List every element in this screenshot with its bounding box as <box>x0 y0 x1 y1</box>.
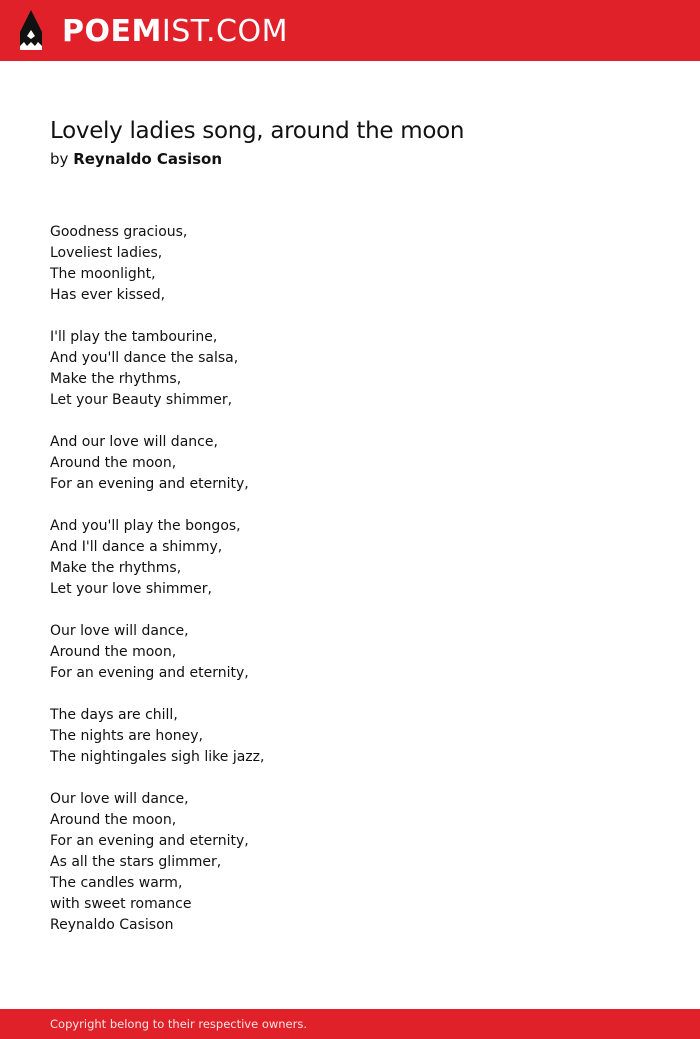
stanza-gap <box>50 306 650 327</box>
poem-line: with sweet romance <box>50 896 192 912</box>
poem-line: The nights are honey, <box>50 728 203 744</box>
footer-bar <box>0 1009 700 1039</box>
poem-line: Our love will dance, <box>50 623 189 639</box>
poem-line: The candles warm, <box>50 875 183 891</box>
stanza-gap <box>50 495 650 516</box>
poem-line: Our love will dance, <box>50 791 189 807</box>
poem-line: Reynaldo Casison <box>50 917 174 933</box>
poem-line: And you'll dance the salsa, <box>50 350 239 366</box>
poem-line: Make the rhythms, <box>50 560 182 576</box>
poem-line: Around the moon, <box>50 812 177 828</box>
poem-line: As all the stars glimmer, <box>50 854 222 870</box>
stanza-gap <box>50 600 650 621</box>
by-label: by <box>50 150 69 168</box>
pencil-tip-icon <box>18 10 44 52</box>
poem-line: Let your love shimmer, <box>50 581 212 597</box>
poem-line: The moonlight, <box>50 266 156 282</box>
stanza-gap <box>50 684 650 705</box>
poem-line: Loveliest ladies, <box>50 245 163 261</box>
poem-line: Around the moon, <box>50 455 177 471</box>
copyright-text: Copyright belong to their respective owners. <box>50 1017 308 1031</box>
poem-line: Let your Beauty shimmer, <box>50 392 233 408</box>
poem-line: And our love will dance, <box>50 434 218 450</box>
poem-line: Around the moon, <box>50 644 177 660</box>
brand-bold: POEM <box>62 14 162 49</box>
poem-line: The days are chill, <box>50 707 178 723</box>
stanza-gap <box>50 411 650 432</box>
poem-line: Has ever kissed, <box>50 287 166 303</box>
poem-body <box>50 222 650 936</box>
poem-title: Lovely ladies song, around the moon <box>50 118 465 144</box>
poem-content <box>50 116 650 936</box>
author-name: Reynaldo Casison <box>73 150 223 168</box>
poem-line: Make the rhythms, <box>50 371 182 387</box>
brand-light: IST.COM <box>161 14 288 49</box>
poem-line: And I'll dance a shimmy, <box>50 539 223 555</box>
site-logo[interactable] <box>62 12 288 52</box>
poem-line: For an evening and eternity, <box>50 665 249 681</box>
poem-line: For an evening and eternity, <box>50 476 249 492</box>
top-bar <box>0 0 700 61</box>
poem-line: Goodness gracious, <box>50 224 188 240</box>
poem-line: The nightingales sigh like jazz, <box>50 749 265 765</box>
poem-line: For an evening and eternity, <box>50 833 249 849</box>
stanza-gap <box>50 768 650 789</box>
poem-line: I'll play the tambourine, <box>50 329 218 345</box>
byline <box>50 146 650 172</box>
poem-line: And you'll play the bongos, <box>50 518 241 534</box>
